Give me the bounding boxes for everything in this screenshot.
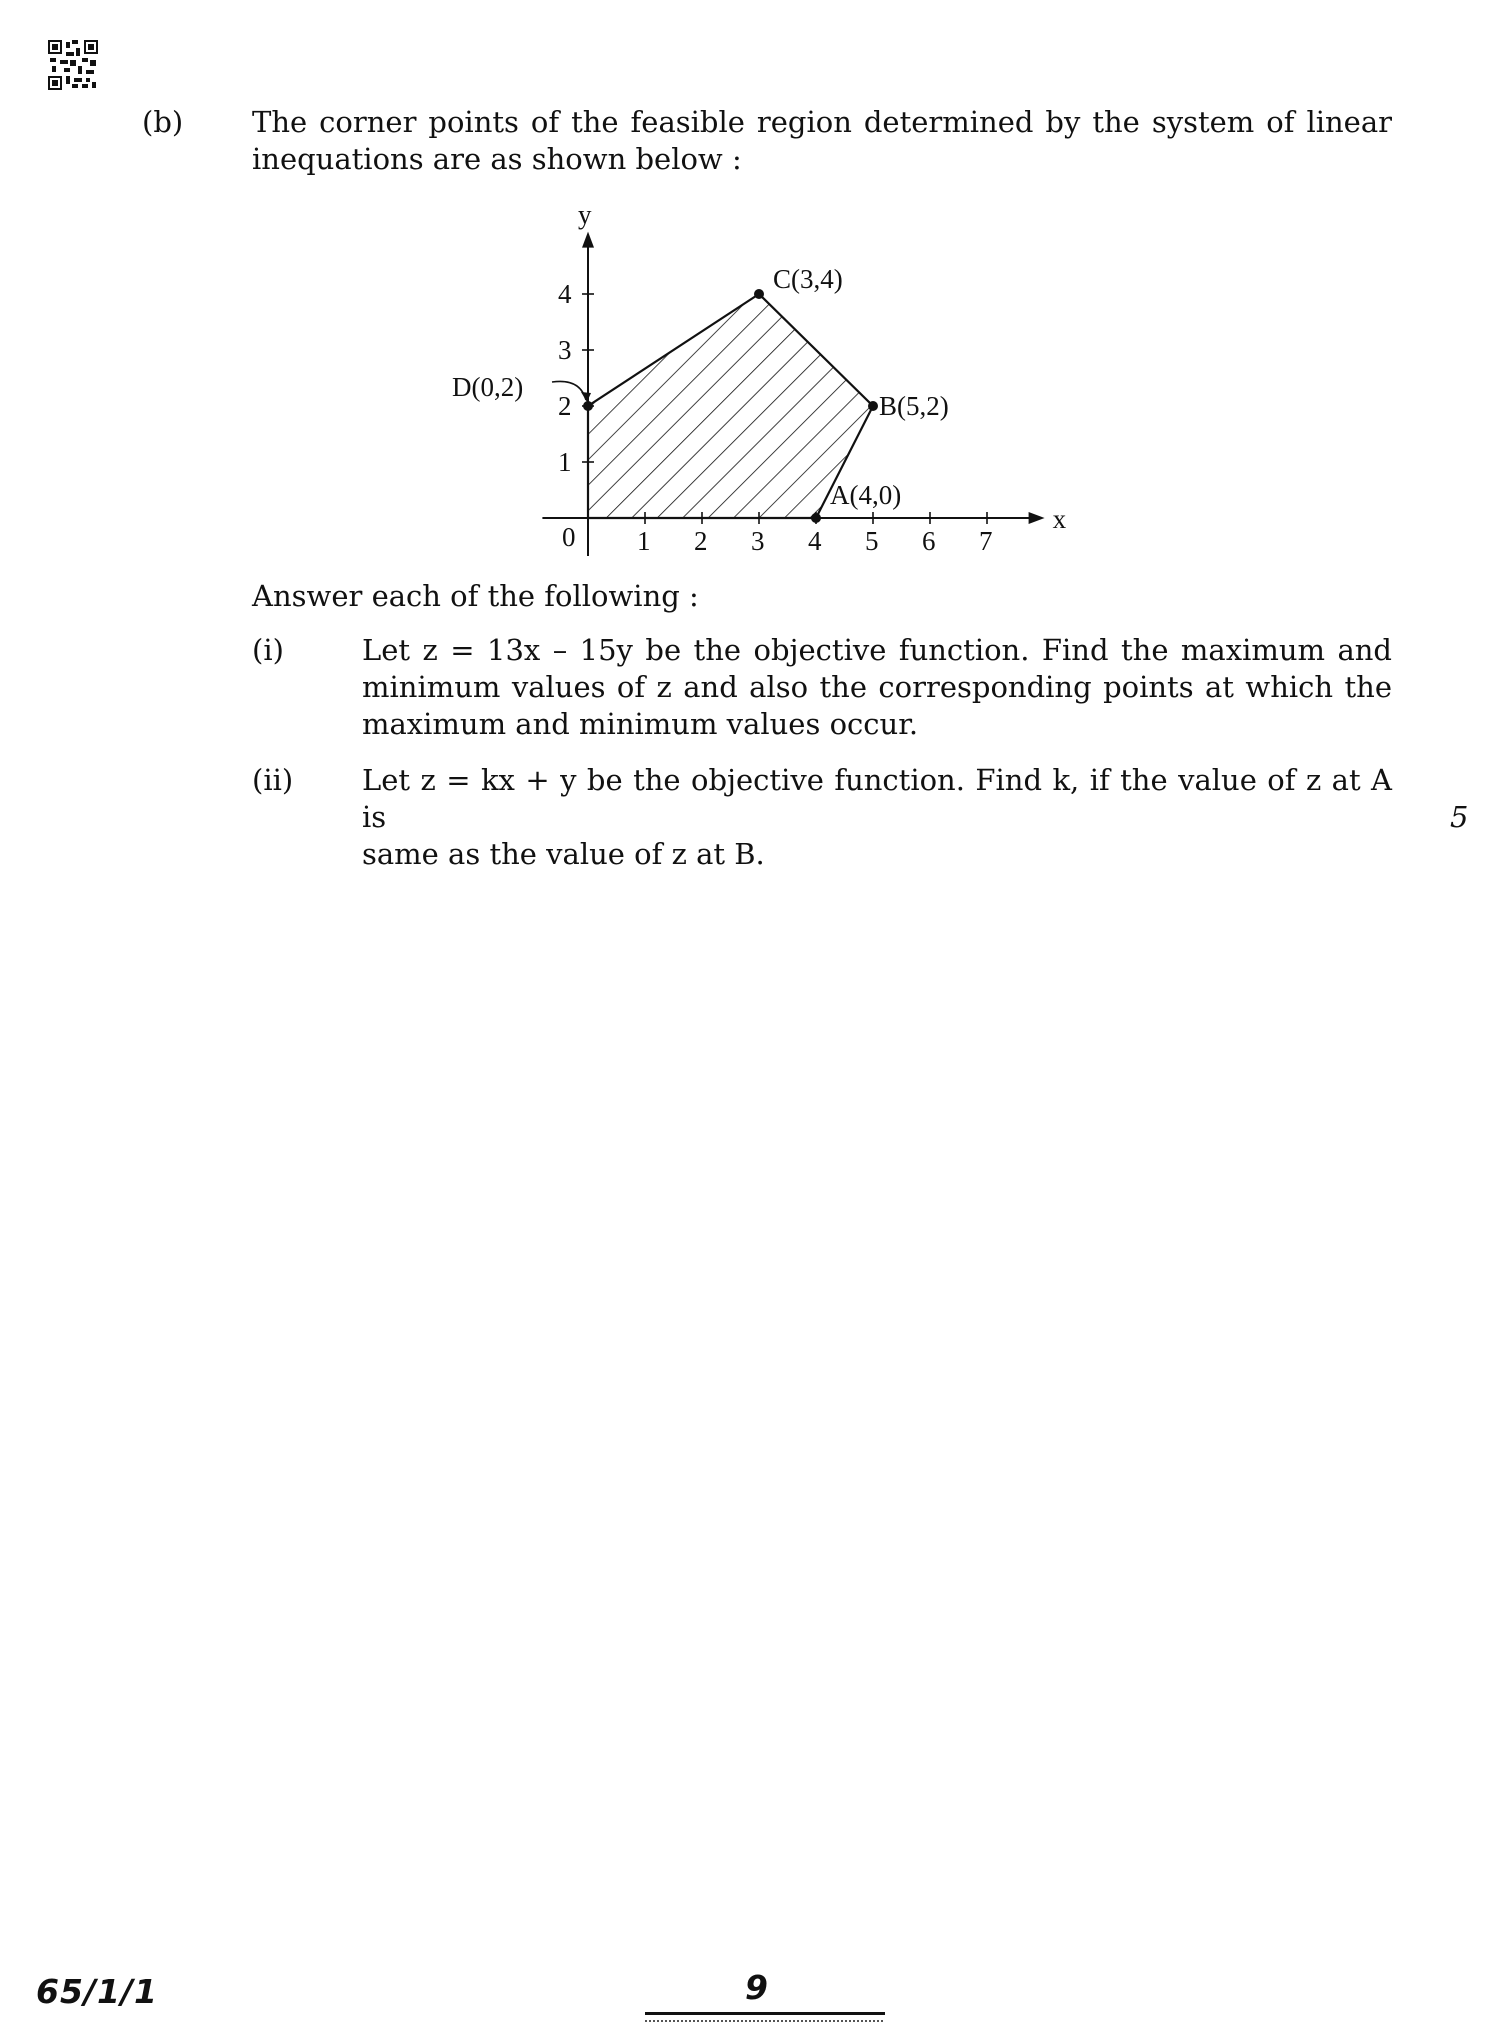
corner-point-label: D(0,2) [452, 372, 524, 402]
x-tick-label: 6 [922, 526, 936, 556]
y-tick-label: 1 [558, 447, 572, 477]
instruction-text: Answer each of the following : [252, 579, 699, 613]
subpart-line: minimum values of z and also the corresponding points at which the [362, 670, 1392, 704]
qr-code-icon [48, 40, 98, 90]
y-axis-arrow [582, 232, 594, 248]
corner-point-label: C(3,4) [773, 264, 843, 294]
x-axis-arrow [1029, 512, 1045, 524]
x-tick-label: 1 [637, 526, 651, 556]
subpart-line: same as the value of z at B. [362, 837, 765, 871]
intro-line: inequations are as shown below : [252, 142, 742, 176]
page-number: 9 [745, 1968, 768, 2007]
x-tick-label: 4 [808, 526, 822, 556]
y-axis-label: y [578, 200, 592, 230]
y-tick-label: 4 [558, 279, 572, 309]
footer-rule [645, 2012, 885, 2015]
x-tick-label: 5 [865, 526, 879, 556]
y-tick-label: 2 [558, 391, 572, 421]
subpart-label: (ii) [252, 763, 294, 797]
paper-code: 65/1/1 [36, 1972, 158, 2011]
intro-line: The corner points of the feasible region determined by the system of linear [252, 105, 1392, 139]
part-intro [252, 104, 1392, 178]
corner-point [868, 401, 878, 411]
corner-point [583, 401, 593, 411]
subpart-line: maximum and minimum values occur. [362, 707, 919, 741]
x-tick-label: 7 [979, 526, 993, 556]
x-tick-label: 2 [694, 526, 708, 556]
corner-point-label: B(5,2) [879, 391, 949, 421]
subpart-line: Let z = kx + y be the objective function. Find k, if the value of z at A is [362, 763, 1392, 834]
subpart-line: Let z = 13x – 15y be the objective function. Find the maximum and [362, 633, 1392, 667]
footer-print-strip [645, 2020, 885, 2022]
subpart-text [362, 762, 1392, 873]
pointer-arrowhead [581, 392, 591, 402]
x-axis-label: x [1052, 504, 1067, 534]
subpart-text [362, 632, 1392, 743]
corner-point [754, 289, 764, 299]
y-tick-label: 3 [558, 335, 572, 365]
x-tick-label: 3 [751, 526, 765, 556]
origin-label: 0 [562, 522, 576, 552]
corner-point-label: A(4,0) [830, 480, 902, 510]
feasible-region-graph [440, 200, 1080, 570]
part-label: (b) [142, 105, 184, 139]
subpart-label: (i) [252, 633, 284, 667]
marks-label: 5 [1450, 800, 1469, 834]
corner-point [811, 513, 821, 523]
